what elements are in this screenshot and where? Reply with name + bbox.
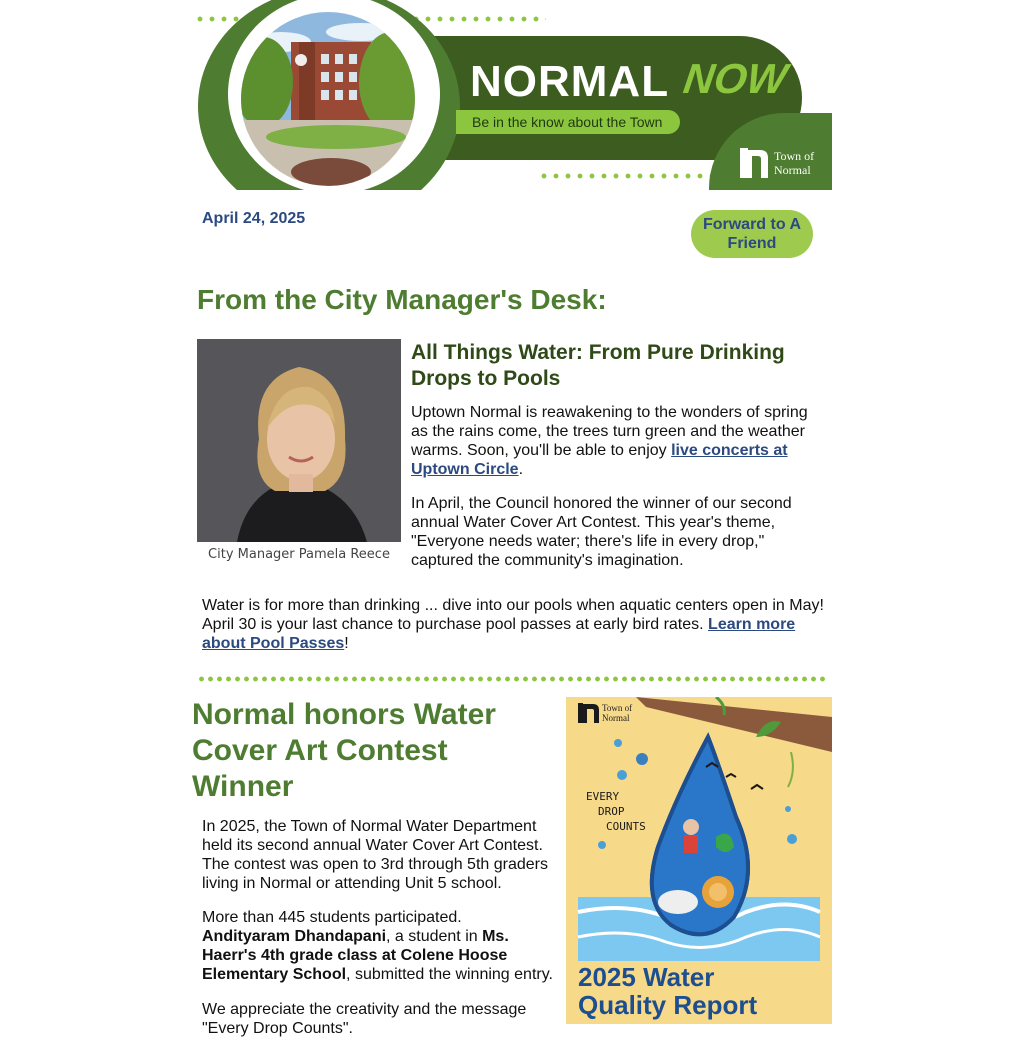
town-logo-text: [774, 149, 814, 177]
poster-title: [578, 963, 757, 1019]
contest-paragraph-1: In 2025, the Town of Normal Water Department held its second annual Water Cover Art Contest. The contest was open to 3rd through 5th graders living in Normal or attending Unit 5 school.: [202, 818, 548, 892]
water-quality-report-cover[interactable]: [566, 697, 832, 1024]
uptown-building-photo: [241, 12, 415, 186]
poster-logo-line1: Town of: [602, 703, 633, 713]
town-logo-icon: [738, 146, 772, 180]
tagline: Be in the know about the Town: [456, 110, 680, 134]
now-logo-text: NOW: [680, 55, 791, 102]
paragraph-1-end: .: [518, 461, 524, 478]
winner-name: Andityaram Dhandapani: [202, 928, 387, 945]
winner-class: Ms. Haerr's 4th grade class at Colene Hoose Elementary School: [202, 928, 509, 983]
contest-paragraph-3: We appreciate the creativity and the message "Every Drop Counts".: [202, 1001, 527, 1037]
issue-date: April 24, 2025: [202, 210, 306, 227]
section-title-art-contest: Normal honors Water Cover Art Contest Winner: [192, 698, 496, 803]
poster-handwritten-slogan: [586, 789, 646, 834]
poster-title-line1: 2025 Water: [578, 962, 715, 992]
slogan-line2: DROP: [598, 805, 625, 818]
forward-button-label: Forward to A Friend: [702, 216, 802, 252]
slogan-line3: COUNTS: [606, 820, 646, 833]
newsletter: [192, 0, 832, 1037]
paragraph-1-text: Uptown Normal is reawakening to the wonders of spring as the rains come, the trees turn green and the weather warms. Soon, you'll be able to enjoy: [411, 404, 808, 459]
forward-to-friend-button[interactable]: [691, 210, 813, 258]
poster-logo-line2: Normal: [602, 713, 630, 723]
contest-p2-b: , a student in: [386, 928, 483, 945]
town-logo-line1: Town of: [774, 149, 815, 163]
section-title-city-manager: From the City Manager's Desk:: [197, 284, 607, 315]
contest-paragraph-2: [202, 908, 554, 984]
photo-caption: City Manager Pamela Reece: [208, 547, 390, 562]
city-manager-photo: [197, 339, 401, 542]
paragraph-3-end: !: [344, 635, 349, 652]
contest-p2-a: More than 445 students participated.: [202, 909, 462, 926]
article-paragraph-1: [411, 403, 816, 479]
slogan-line1: EVERY: [586, 790, 620, 803]
normal-logo-text: NORMAL: [470, 57, 670, 106]
section-divider: [197, 676, 827, 682]
article-paragraph-2: In April, the Council honored the winner of our second annual Water Cover Art Contest. This year's theme, "Everyone needs water; there's life in every drop," captured the community's imagination.: [411, 495, 792, 569]
pool-passes-link[interactable]: Learn more about Pool Passes: [202, 616, 796, 652]
dotted-line-bottom: [538, 173, 714, 179]
poster-title-line2: Quality Report: [578, 990, 758, 1020]
article-paragraph-3: [202, 596, 827, 653]
town-logo-line2: Normal: [774, 163, 811, 177]
article-title: All Things Water: From Pure Drinking Drops to Pools: [411, 341, 785, 390]
live-concerts-link[interactable]: live concerts at Uptown Circle: [411, 442, 788, 478]
paragraph-3-text: Water is for more than drinking ... dive into our pools when aquatic centers open in May! April 30 is your last chance to purchase pool passes at early bird rates.: [202, 597, 824, 633]
contest-p2-c: , submitted the winning entry.: [346, 966, 553, 983]
poster-town-logo-text: [602, 703, 632, 723]
newsletter-banner: [192, 0, 832, 190]
